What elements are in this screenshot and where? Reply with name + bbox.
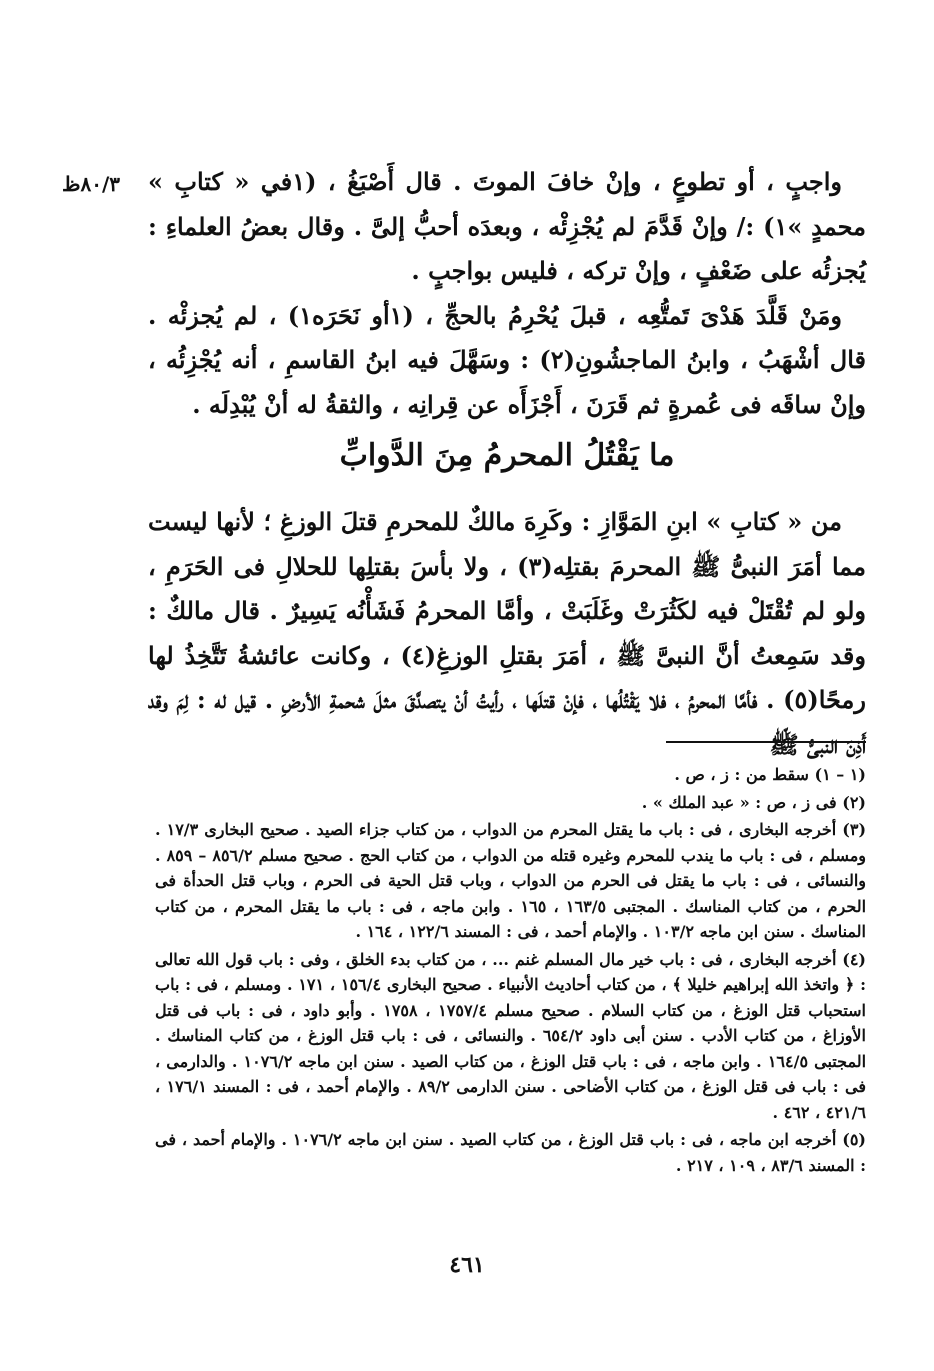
page-number: ٤٦١ (449, 1252, 485, 1278)
footnote-5: (٥) أخرجه ابن ماجه ، فى : باب قتل الوزغ ، من كتاب الصيد . سنن ابن ماجه ١٠٧٦/٢ . والإمام أحمد ، فى : المسند ٨٣/٦ ، ١٠٩ ، ٢١٧ . (155, 1130, 866, 1175)
section-heading: ما يَقْتُلُ المحرمُ مِنَ الدَّوابِّ (339, 438, 675, 473)
body-text-top (148, 160, 866, 428)
footnote-divider (666, 741, 866, 743)
footnote-4: (٤) أخرجه البخارى ، فى : باب خير مال المسلم غنم ... ، من كتاب بدء الخلق ، وفى : باب قول الله تعالى : ﴿ واتخذ الله إبراهيم خليلا ﴾ ، من كتاب أحاديث الأنبياء . صحيح البخارى ١٥٦/٤ ، ١٧١ . ومسلم ، فى : باب استحباب قتل الوزغ ، من كتاب السلام . صحيح مسلم ١٧٥٧/٤ ، ١٧٥٨ . وأبو داود ، فى : باب فى قتل الأوزاغ ، من كتاب الأدب . سنن أبى داود ٦٥٤/٢ . والنسائى ، فى : باب قتل الوزغ ، من كتاب المناسك . المجتبى ١٦٤/٥ . وابن ماجه ، فى : باب قتل الوزغ ، من كتاب الصيد . سنن ابن ماجه ١٠٧٦/٢ . والدارمى ، فى : باب فى قتل الوزغ ، من كتاب الأضاحى . سنن الدارمى ٨٩/٢ . والإمام أحمد ، فى : المسند ١٧٦/١ ، ٤٢١/٦ ، ٤٦٢ . (155, 949, 867, 1122)
footnote-1: (١ – ١) سقط من : ز ، ص . (674, 765, 866, 784)
footnote-3: (٣) أخرجه البخارى ، فى : باب ما يقتل المحرم من الدواب ، من كتاب جزاء الصيد . صحيح البخارى ١٧/٣ . ومسلم ، فى : باب ما يندب للمحرم وغيره قتله من الدواب ، من كتاب الحج . صحيح مسلم ٨٥٦/٢ – ٨٥٩ . والنسائى ، فى : باب ما يقتل فى الحرم من الدواب ، وباب قتل الحية فى الحرم ، وباب قتل الحدأة فى الحرم ، من كتاب المناسك . المجتبى ١٦٣/٥ ، ١٦٥ . وابن ماجه ، فى : باب ما يقتل المحرم ، من كتاب المناسك . سنن ابن ماجه ١٠٣/٢ . والإمام أحمد ، فى : المسند ١٢٢/٦ ، ١٦٤ . (155, 820, 867, 941)
paragraph-2: ومَنْ قَلَّدَ هَدْىَ تَمتُّعِه ، قبلَ يُحْرِمُ بالحجِّ ، (١أو نَحَرَه١) ، لم يُجزئْه . قال أشْهَبُ ، وابنُ الماجشُونِ(٢) : وسَهَّلَ فيه ابنُ القاسمِ ، أنه يُجْزِئُه ، وإنْ ساقَه فى عُمرةٍ ثم قَرَنَ ، أَجْزَأَه عن قِرانِه ، والثقةُ له أنْ يُبْدِلَه . (148, 300, 866, 419)
paragraph-3: من « كتابِ » ابنِ المَوَّازِ : وكَرِهَ مالكٌ للمحرمِ قتلَ الوزغِ ؛ لأنها ليست مما أمَرَ النبىُّ ﷺ المحرمَ بقتلِه(٣) ، ولا بأسَ بقتلِها للحلالِ فى الحَرَمِ ، ولو لم تُقْتَلْ فيه لكَثُرَتْ وغَلَبَتْ ، وأمَّا المحرمُ فَشَأْنُه يَسِيرٌ . قال مالكٌ : وقد سَمِعتُ أنَّ النبىَّ ﷺ ، أمَرَ بقتلِ الوزغِ(٤) ، وكانت عائشةُ تَتَّخِذُ لها رمحًا(٥) . فأمَّا المحرمُ ، فلا يَقْتُلُها ، فإنْ قتلَها ، رأيتُ أنْ يتصدَّقَ مثلَ شحمةِ الأرضِ . قيل له : لِمَ وقد أَذِنَ النبىُّ ﷺ (148, 507, 866, 759)
paragraph-1: واجبٍ ، أو تطوعٍ ، وإنْ خافَ الموتَ . قال أَصْبَغُ ، (١في « كتابِ » محمدٍ »١) :/ وإنْ قَدَّمَ لم يُجْزِئْه ، وبعدَه أحبُّ إلىَّ . وقال بعضُ العلماءِ : يُجزئُه على ضَعْفٍ ، وإنْ تركه ، فليس بواجبٍ . (148, 167, 866, 286)
manuscript-margin-reference: ٨٠/٣ظ (62, 172, 121, 196)
footnote-2: (٢) فى ز ، ص : « عبد الملك » . (641, 792, 866, 812)
body-text-bottom (148, 500, 866, 768)
footnotes (155, 762, 866, 1180)
